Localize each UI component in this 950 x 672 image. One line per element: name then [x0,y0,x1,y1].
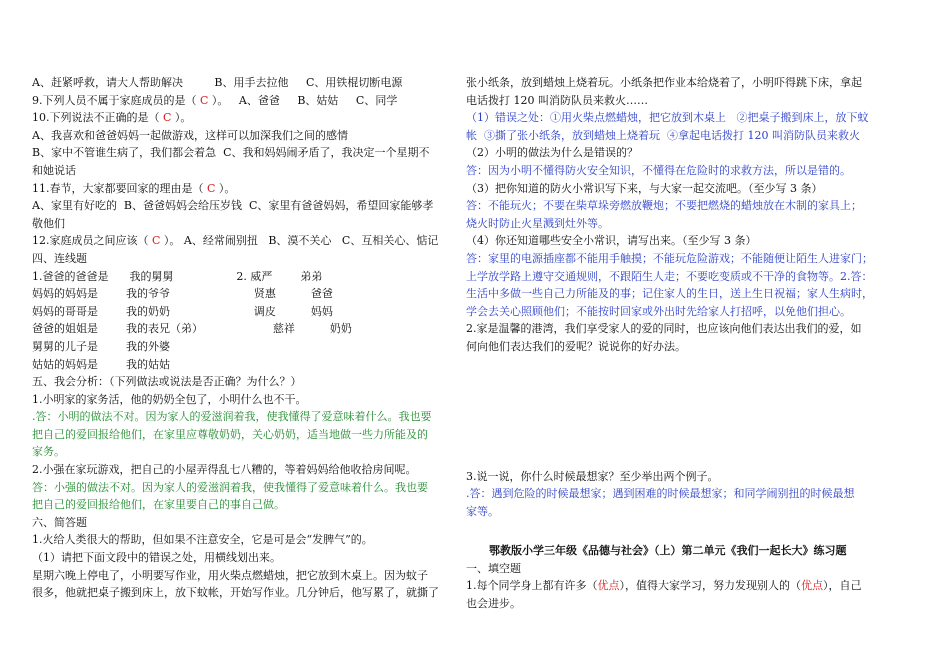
answer-line: 把自己的爱回报给他们，在家里要自己的事自己做。 [32,498,285,512]
answer-line: 答：家里的电源插座都不能用手触摸；不能玩危险游戏；不能随便让陌生人进家门； [466,251,873,265]
text-line: 六、简答题 [32,515,87,529]
text-line: 和她说话 [32,163,76,177]
text-line: 爸爸的姐姐是 我的表兄（弟） 慈祥 奶奶 [32,322,352,336]
text-line: 妈妈的妈妈是 我的爷爷 贤惠 爸爸 [32,287,333,301]
text-segment: 10.下列说法不正确的是（ [32,111,163,125]
answer-text: C [207,181,216,195]
text-line: 五、我会分析：（下列做法或说法是否正确？为什么？） [32,375,302,389]
text-segment: 9.下列人员不属于家庭成员的是（ [32,93,200,107]
text-line: 1.小明家的家务活，他的奶奶全包了，小明什么也不干。 [32,392,307,406]
text-segment: 11.春节，大家都要回家的理由是（ [32,181,207,195]
text-line: 1.火给人类很大的帮助，但如果不注意安全，它是可是会“发脾气”的。 [32,533,373,547]
text-segment: 1.每个同学身上都有许多（ [466,579,598,593]
text-line: 电话拨打 120 叫消防队员来救火…… [466,93,648,107]
answer-line: 把自己的爱回报给他们，在家里应尊敬奶奶，关心奶奶，适当地做一些力所能及的 [32,427,428,441]
answer-line: .答：小明的做法不对。因为家人的爱滋润着我，使我懂得了爱意味着什么。我也要 [32,410,432,424]
text-segment: ），值得大家学习，努力发现别人的（ [619,579,801,593]
text-line: （1）请把下面文段中的错误之处，用横线划出来。 [32,551,281,565]
text-line: （2）小明的做法为什么是错误的？ [466,146,638,160]
answer-line: 家等。 [466,504,499,518]
text-segment: ）。 [171,111,192,125]
text-line: 四、连线题 [32,251,87,265]
answer-line: 家务。 [32,445,65,459]
text-segment: ）。 [215,181,236,195]
answer-text: 优点 [801,579,823,593]
answer-text: C [152,234,161,248]
answer-line: 生活中多做一些自己力所能及的事；记住家人的生日，送上生日祝福；家人生病时， [466,287,873,301]
text-line: 妈妈的哥哥是 我的奶奶 调皮 妈妈 [32,304,333,318]
blank-space [466,520,884,542]
text-segment: ）。 A、爸爸 B、姑姑 C、同学 [208,93,398,107]
text-line: A、我喜欢和爸爸妈妈一起做游戏，这样可以加深我们之间的感情 [32,128,348,142]
text-line [466,577,884,595]
text-line: 1.爸爸的爸爸是 我的舅舅 2. 威严 弟弟 [32,269,323,283]
answer-line: 帐 ③撕了张小纸条，放到蜡烛上烧着玩 ④拿起电话拨打 120 叫消防队员来救火 [466,128,860,142]
answer-line: 答：因为小明不懂得防火安全知识，不懂得在危险时的求救方法，所以是错的。 [466,163,851,177]
text-segment: 12.家庭成员之间应该（ [32,234,152,248]
answer-line: .答：遇到危险的时候最想家；遇到困难的时候最想家；和同学闹别扭的时候最想 [466,487,855,501]
answer-line: 答：不能玩火；不要在柴草垛旁燃放鞭炮；不要把燃烧的蜡烛放在木制的家具上； [466,199,862,213]
text-line [32,180,444,198]
text-segment: ）。 A、经常闹别扭 B、漠不关心 C、互相关心、惦记 [160,234,439,248]
text-line: 星期六晚上停电了，小明要写作业，用火柴点燃蜡烛，把它放到木桌上。因为蚊子 [32,568,428,582]
blank-space [466,412,884,468]
text-line [32,92,444,110]
blank-space [466,356,884,412]
text-line: 也会进步。 [466,597,521,611]
answer-line: 学会去关心照顾他们；不能按时回家或外出时先给家人打招呼，以免他们担心。 [466,304,851,318]
answer-line: （1）错误之处：①用火柴点燃蜡烛，把它放到木桌上 ②把桌子搬到床上，放下蚊 [466,111,869,125]
text-line [32,109,444,127]
text-line: 2.家是温馨的港湾，我们享受家人的爱的同时，也应该向他们表达出我们的爱，如 [466,322,862,336]
answer-line: 上学放学路上遵守交通规则，不跟陌生人走；不要吃变质或不干净的食物等。2.答： [466,269,873,283]
text-line: 敬他们 [32,216,65,230]
text-line: B、家中不管谁生病了，我们都会着急 C、我和妈妈闹矛盾了，我决定一个星期不 [32,146,430,160]
text-line [32,232,444,250]
text-line: 姑姑的妈妈是 我的姑姑 [32,357,170,371]
answer-text: C [200,93,209,107]
text-line: （4）你还知道哪些安全小常识，请写出来。（至少写 3 条） [466,234,757,248]
text-segment: ），自己 [823,579,862,593]
answer-line: 烧火时防止火星溅到灶外等。 [466,216,609,230]
answer-line: 答：小强的做法不对。因为家人的爱滋润着我，使我懂得了爱意味着什么。我也要 [32,480,428,494]
text-line: 很多，他就把桌子搬到床上，放下蚊帐，开始写作业。几分钟后，他写累了，就撕了 [32,586,439,600]
text-line: A、家里有好吃的 B、爸爸妈妈会给压岁钱 C、家里有爸爸妈妈，希望回家能够孝 [32,199,434,213]
answer-text: 优点 [597,579,620,593]
section-title: 鄂教版小学三年级《品德与社会》（上）第二单元《我们一起长大》练习题 [466,544,847,558]
text-line: 舅舅的儿子是 我的外婆 [32,339,170,353]
text-line: 3.说一说，你什么时候最想家？至少举出两个例子。 [466,469,719,483]
text-line: （3）把你知道的防火小常识写下来，与大家一起交流吧。（至少写 3 条） [466,181,823,195]
right-column [466,74,884,613]
text-line: A、赶紧呼救，请大人帮助解决 B、用手去拉他 C、用铁棍切断电源 [32,76,403,89]
text-line: 2.小强在家玩游戏，把自己的小屋弄得乱七八糟的，等着妈妈给他收拾房间呢。 [32,463,417,477]
text-line: 何向他们表达我们的爱呢？说说你的好办法。 [466,339,686,353]
text-line: 张小纸条，放到蜡烛上烧着玩。小纸条把作业本给烧着了，小明吓得跳下床，拿起 [466,76,862,89]
text-line: 一、填空题 [466,561,521,575]
left-column [32,74,444,602]
answer-text: C [163,111,172,125]
